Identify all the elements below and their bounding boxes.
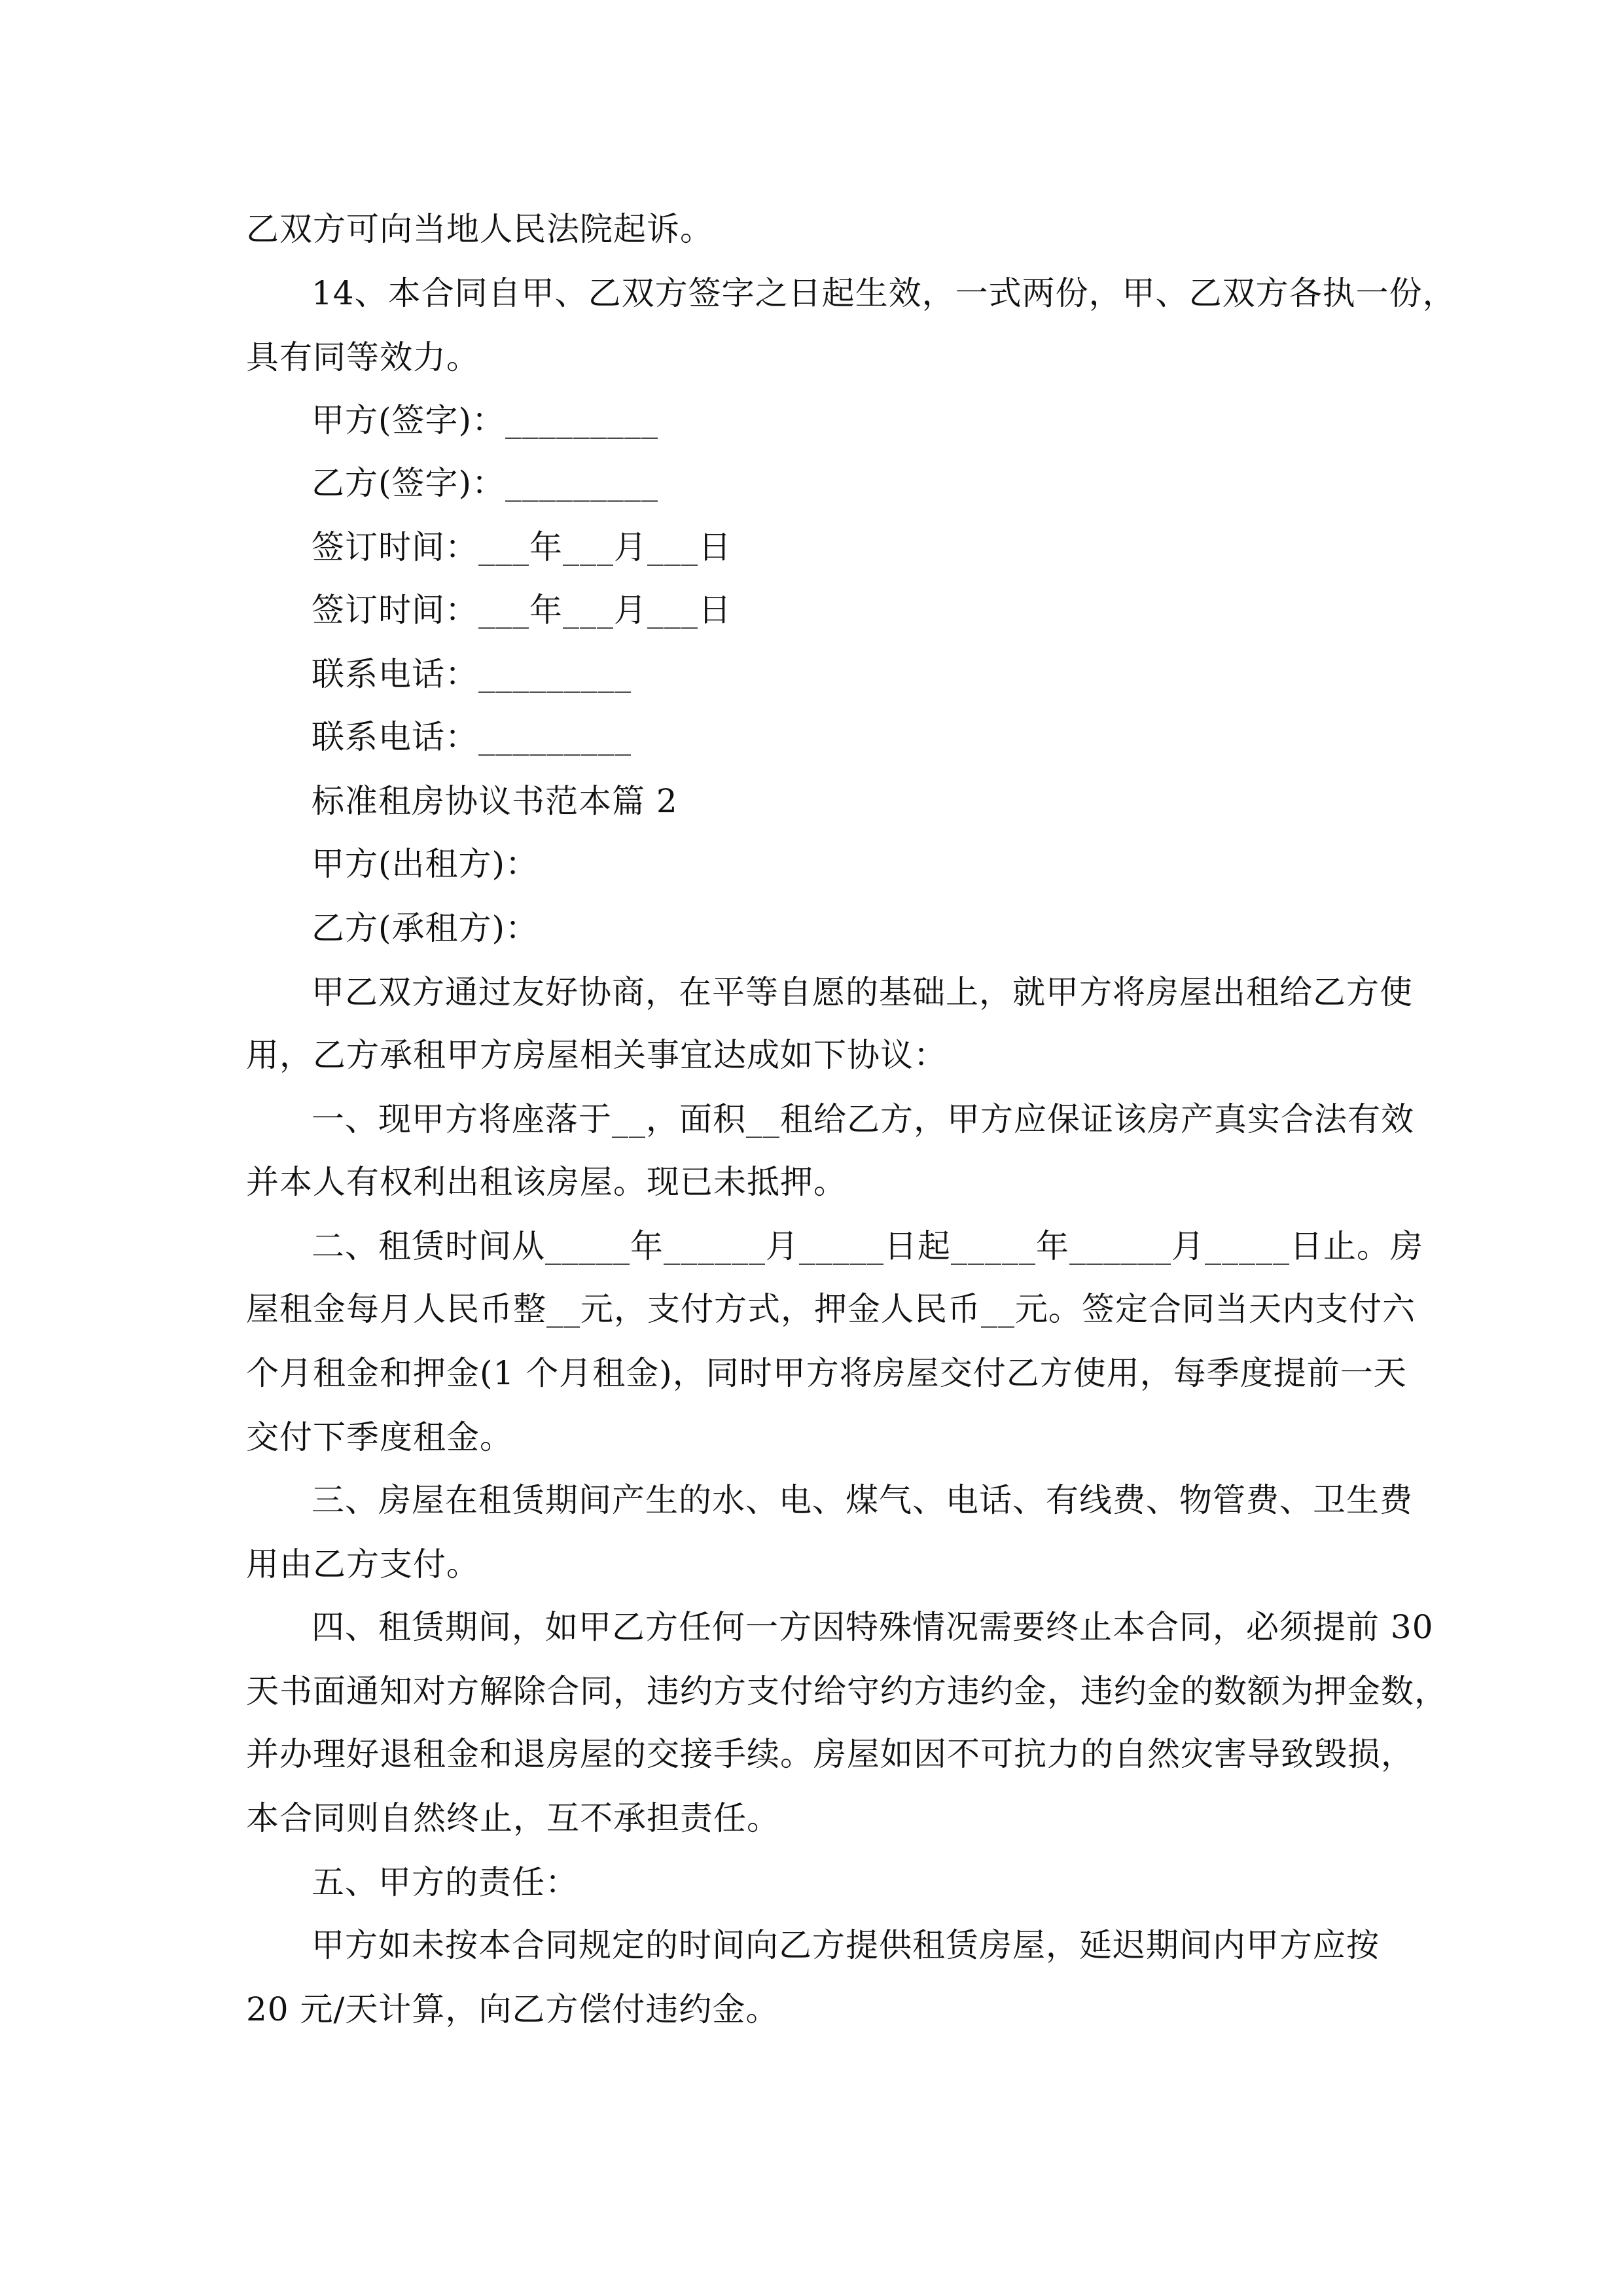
text-line: 20 元/天计算，向乙方偿付违约金。 bbox=[246, 1990, 779, 2028]
text-line: 14、本合同自甲、乙双方签字之日起生效，一式两份，甲、乙双方各执一份， bbox=[312, 274, 1456, 312]
party-a-label: 甲方(出租方)： bbox=[312, 845, 539, 883]
text-line: 并办理好退租金和退房屋的交接手续。房屋如因不可抗力的自然灾害导致毁损， bbox=[246, 1735, 1414, 1773]
text-line: 屋租金每月人民币整__元，支付方式，押金人民币__元。签定合同当天内支付六 bbox=[246, 1290, 1416, 1328]
signature-line-party-b: 乙方(签字)：_________ bbox=[312, 464, 659, 502]
signing-date-line: 签订时间：___年___月___日 bbox=[312, 528, 732, 566]
text-line: 用，乙方承租甲方房屋相关事宜达成如下协议： bbox=[246, 1036, 947, 1074]
text-line: 甲乙双方通过友好协商，在平等自愿的基础上，就甲方将房屋出租给乙方使 bbox=[312, 973, 1413, 1011]
text-line: 甲方如未按本合同规定的时间向乙方提供租赁房屋，延迟期间内甲方应按 bbox=[312, 1926, 1380, 1964]
text-line: 用由乙方支付。 bbox=[246, 1545, 480, 1583]
party-b-label: 乙方(承租方)： bbox=[312, 909, 539, 947]
text-line: 五、甲方的责任： bbox=[312, 1863, 579, 1901]
text-line: 一、现甲方将座落于__，面积__租给乙方，甲方应保证该房产真实合法有效 bbox=[312, 1100, 1414, 1138]
text-line: 个月租金和押金(1 个月租金)，同时甲方将房屋交付乙方使用，每季度提前一天 bbox=[246, 1354, 1407, 1392]
text-line: 具有同等效力。 bbox=[246, 338, 480, 376]
text-line: 交付下季度租金。 bbox=[246, 1418, 513, 1456]
text-line: 四、租赁期间，如甲乙方任何一方因特殊情况需要终止本合同，必须提前 30 bbox=[312, 1608, 1434, 1646]
signing-date-line: 签订时间：___年___月___日 bbox=[312, 591, 732, 629]
signature-line-party-a: 甲方(签字)：_________ bbox=[312, 401, 659, 439]
phone-line: 联系电话：_________ bbox=[312, 655, 632, 693]
phone-line: 联系电话：_________ bbox=[312, 718, 632, 756]
text-line: 本合同则自然终止，互不承担责任。 bbox=[246, 1799, 780, 1837]
section-title: 标准租房协议书范本篇 2 bbox=[312, 782, 678, 820]
text-line: 天书面通知对方解除合同，违约方支付给守约方违约金，违约金的数额为押金数， bbox=[246, 1672, 1448, 1710]
text-line: 二、租赁时间从_____年______月_____日起_____年______月_____日止。房 bbox=[312, 1227, 1423, 1265]
text-line: 三、房屋在租赁期间产生的水、电、煤气、电话、有线费、物管费、卫生费 bbox=[312, 1481, 1413, 1519]
text-line: 乙双方可向当地人民法院起诉。 bbox=[246, 210, 713, 248]
text-line: 并本人有权利出租该房屋。现已未抵押。 bbox=[246, 1163, 847, 1201]
